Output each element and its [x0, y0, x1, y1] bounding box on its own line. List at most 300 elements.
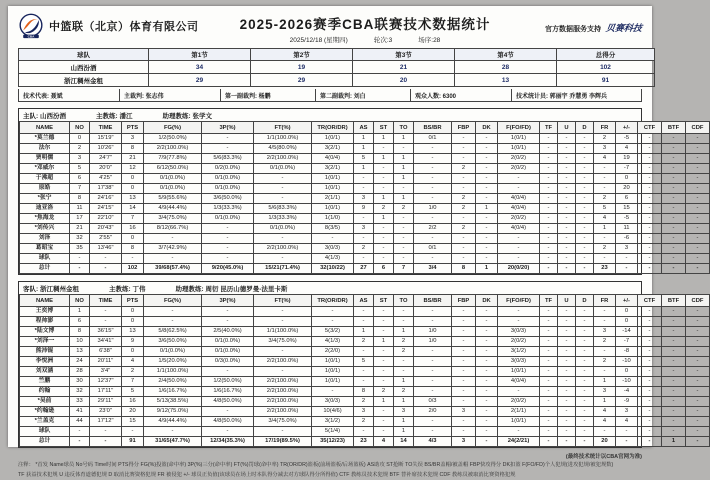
stat-cell: -	[414, 144, 452, 154]
stat-cell: 3/6(50.0%)	[202, 194, 254, 204]
player-row	[20, 144, 710, 154]
player-row	[20, 347, 710, 357]
stat-cell: -	[576, 164, 594, 174]
player-row	[20, 327, 710, 337]
stat-cell: 3/4(75.0%)	[144, 214, 202, 224]
player-name-cell: 约翰	[20, 387, 70, 397]
quarter-score-cell: 28	[455, 61, 557, 74]
stat-cell: 5	[354, 154, 374, 164]
stat-cell: 28	[70, 367, 90, 377]
stat-cell: -	[686, 317, 710, 327]
stat-cell: -	[476, 427, 498, 437]
stat-cell: 2	[594, 337, 616, 347]
home-team-name: 主队: 山西汾酒	[23, 113, 66, 120]
player-row	[20, 174, 710, 184]
stat-cell: 33	[70, 397, 90, 407]
stat-cell: -	[686, 244, 710, 254]
stat-cell: 11	[616, 224, 638, 234]
stat-cell: -	[354, 307, 374, 317]
quarter-score-cell: 19	[251, 61, 353, 74]
stat-cell: 4	[616, 417, 638, 427]
stat-column-header: CTF	[638, 122, 662, 134]
stat-cell: -	[662, 397, 686, 407]
stat-cell: -	[638, 357, 662, 367]
stat-cell: 1/1(100.0%)	[144, 367, 202, 377]
stat-cell: 5/8(62.5%)	[144, 327, 202, 337]
player-row	[20, 214, 710, 224]
stat-cell: 1(0/1)	[498, 144, 540, 154]
stat-cell: -	[638, 194, 662, 204]
stat-cell: -	[498, 254, 540, 264]
stat-cell: 2	[354, 337, 374, 347]
stat-cell: -	[576, 347, 594, 357]
stat-column-header: BS/BR	[414, 122, 452, 134]
stat-cell: 14	[122, 204, 144, 214]
away-team-block	[18, 281, 704, 448]
stat-cell: -	[540, 437, 558, 447]
sheet-header	[18, 13, 642, 44]
stat-cell: -	[498, 387, 540, 397]
stat-cell: 1/5(20.0%)	[144, 357, 202, 367]
player-row	[20, 407, 710, 417]
stat-cell: 3/4(75.0%)	[254, 337, 312, 347]
stat-cell: -	[394, 254, 414, 264]
stat-cell: -	[414, 347, 452, 357]
stat-cell: 3/4	[414, 264, 452, 274]
stat-cell: -	[576, 307, 594, 317]
quarter-column-header: 球队	[19, 49, 149, 61]
quarter-score-cell: 29	[149, 74, 251, 87]
sheet-title: 2025-2026赛季CBA联赛技术数据统计	[239, 17, 491, 32]
stat-cell: 5/13(38.5%)	[144, 397, 202, 407]
stat-cell: -10	[616, 377, 638, 387]
stat-cell: -	[662, 264, 686, 274]
stat-cell: -	[476, 377, 498, 387]
stat-column-header: FBP	[452, 295, 476, 307]
stat-column-header: NO	[70, 122, 90, 134]
stat-cell: 2/2(100.0%)	[254, 407, 312, 417]
stat-cell: 8	[452, 264, 476, 274]
game-info-line	[238, 35, 492, 44]
stat-cell: -	[354, 174, 374, 184]
player-name-cell: 于沸超	[20, 174, 70, 184]
stat-cell: 16	[122, 397, 144, 407]
stat-column-header: CTF	[638, 295, 662, 307]
stat-cell: -	[374, 377, 394, 387]
stat-cell: -	[374, 224, 394, 234]
stat-cell: 1/2(50.0%)	[202, 377, 254, 387]
stat-cell: -	[254, 347, 312, 357]
stat-cell: 17'11"	[90, 387, 122, 397]
stat-column-header: FR	[594, 295, 616, 307]
official-cell: 第二副裁判: 刘白	[316, 89, 411, 101]
stat-cell: 1(1/0)	[312, 214, 354, 224]
stat-cell: -	[374, 317, 394, 327]
stat-cell: -	[374, 347, 394, 357]
stat-cell: 2	[122, 367, 144, 377]
stat-cell: -	[576, 194, 594, 204]
stat-cell: 4/5(80.0%)	[254, 144, 312, 154]
stat-cell: 0/1(0.0%)	[254, 164, 312, 174]
stat-cell: 2	[452, 194, 476, 204]
stat-cell: 2/2(100.0%)	[254, 397, 312, 407]
stat-cell: -	[662, 164, 686, 174]
stat-cell: -8	[616, 347, 638, 357]
stat-cell: 20'11"	[90, 357, 122, 367]
stat-cell: 2/2(100.0%)	[144, 144, 202, 154]
stat-cell: 1/3(33.3%)	[254, 214, 312, 224]
stat-cell: -	[594, 427, 616, 437]
stat-cell: 2/5(40.0%)	[202, 327, 254, 337]
stat-cell: -	[374, 184, 394, 194]
stat-cell: -	[594, 234, 616, 244]
stat-cell: 1(0/1)	[498, 417, 540, 427]
stat-cell: -	[638, 134, 662, 144]
stat-cell: -	[638, 407, 662, 417]
stat-cell: -	[254, 367, 312, 377]
stat-cell: -	[638, 417, 662, 427]
stat-cell: 0/1(0.0%)	[144, 184, 202, 194]
stat-cell: 0	[122, 184, 144, 194]
stat-cell: 2/2(100.0%)	[254, 244, 312, 254]
stat-cell: -	[540, 264, 558, 274]
stat-cell: -	[558, 307, 576, 317]
stat-cell: -6	[616, 234, 638, 244]
stat-cell: -	[540, 367, 558, 377]
stat-cell: 5/9(55.6%)	[144, 194, 202, 204]
stat-cell: 4/9(44.4%)	[144, 417, 202, 427]
stat-cell: -	[394, 357, 414, 367]
stat-cell: 1/6(16.7%)	[202, 387, 254, 397]
player-name-cell: *陆文博	[20, 327, 70, 337]
stat-column-header: TO	[394, 295, 414, 307]
stat-cell: -	[374, 407, 394, 417]
stat-cell: -	[476, 254, 498, 264]
stat-cell: -	[558, 184, 576, 194]
stat-cell: 30	[70, 377, 90, 387]
stat-cell: 1/0	[414, 327, 452, 337]
stat-cell: -	[476, 194, 498, 204]
stat-column-header: +/-	[616, 295, 638, 307]
stat-cell: 20	[122, 407, 144, 417]
stat-cell: -	[662, 327, 686, 337]
stat-cell: -	[476, 244, 498, 254]
stat-cell: -	[374, 234, 394, 244]
stat-cell: -	[202, 317, 254, 327]
stat-cell: -	[576, 204, 594, 214]
stat-cell: -	[558, 244, 576, 254]
stat-cell: 3(0/3)	[312, 244, 354, 254]
stat-cell: -	[254, 194, 312, 204]
stat-cell: -	[662, 174, 686, 184]
stat-cell: -	[686, 254, 710, 264]
player-row	[20, 224, 710, 234]
official-cell: 主裁判: 张志伟	[120, 89, 221, 101]
stat-cell: 4	[594, 417, 616, 427]
stat-cell: -	[558, 397, 576, 407]
stat-cell: 2	[394, 337, 414, 347]
stat-cell: 1	[354, 144, 374, 154]
stat-cell: 3	[354, 407, 374, 417]
quarter-column-header: 第1节	[149, 49, 251, 61]
stat-cell: -	[414, 367, 452, 377]
totals-row	[20, 264, 710, 274]
stat-column-header: NAME	[20, 295, 70, 307]
stat-cell: -	[540, 337, 558, 347]
stat-cell: 1	[594, 377, 616, 387]
stat-cell: -	[202, 307, 254, 317]
stat-cell: 2	[374, 387, 394, 397]
player-row	[20, 184, 710, 194]
stat-cell: -	[686, 204, 710, 214]
stat-cell: -	[498, 307, 540, 317]
stat-cell: -	[576, 214, 594, 224]
stat-cell: -	[414, 427, 452, 437]
stat-cell: -	[686, 377, 710, 387]
stat-cell: -	[414, 357, 452, 367]
stat-cell: -	[686, 164, 710, 174]
stat-cell: 0/1	[414, 244, 452, 254]
stat-cell: 24	[70, 357, 90, 367]
stat-cell: -	[594, 174, 616, 184]
stat-cell: 4(0/4)	[498, 204, 540, 214]
player-row	[20, 154, 710, 164]
stat-cell: -	[312, 387, 354, 397]
stat-cell: -	[638, 244, 662, 254]
stat-cell: -	[202, 407, 254, 417]
stat-cell: -	[202, 254, 254, 264]
stat-cell: 6/12(50.0%)	[144, 164, 202, 174]
player-name-cell: *焦海龙	[20, 214, 70, 224]
stat-cell: 1	[354, 134, 374, 144]
stat-cell: 1	[354, 327, 374, 337]
stat-column-header: +/-	[616, 122, 638, 134]
stat-cell: -	[374, 427, 394, 437]
stat-cell: 0/3(0.0%)	[202, 357, 254, 367]
stat-cell: -	[452, 154, 476, 164]
stat-cell: 15	[616, 204, 638, 214]
stat-cell: 1/2(50.0%)	[144, 134, 202, 144]
stat-column-header: FT(%)	[254, 122, 312, 134]
stat-cell: -	[498, 244, 540, 254]
stat-cell: 15'19"	[90, 134, 122, 144]
stat-cell: 1/0	[414, 204, 452, 214]
stat-cell: -	[662, 184, 686, 194]
stat-cell: -	[476, 184, 498, 194]
stat-column-header: DK	[476, 295, 498, 307]
player-name-cell: *兰盖克	[20, 417, 70, 427]
stat-cell: -	[594, 254, 616, 264]
stat-cell: -10	[616, 357, 638, 367]
stat-column-header: AS	[354, 295, 374, 307]
player-name-cell: 迪亚洛	[20, 204, 70, 214]
stat-cell: 2	[452, 164, 476, 174]
player-row	[20, 377, 710, 387]
stat-column-header: AS	[354, 122, 374, 134]
quarter-score-cell: 34	[149, 61, 251, 74]
stat-cell: -	[476, 134, 498, 144]
stat-cell: -	[686, 194, 710, 204]
stat-column-header: 3P(%)	[202, 122, 254, 134]
stat-cell: 1	[394, 377, 414, 387]
stat-cell: 19	[616, 154, 638, 164]
stat-cell: -	[452, 144, 476, 154]
stat-cell: 1/6(16.7%)	[144, 387, 202, 397]
stat-cell: -	[686, 264, 710, 274]
stat-cell: -	[70, 437, 90, 447]
stat-cell: 0/1(0.0%)	[202, 184, 254, 194]
stat-cell: 4(0/4)	[498, 224, 540, 234]
quarter-score-row	[19, 61, 655, 74]
stat-cell: 4'25"	[90, 174, 122, 184]
stat-cell: -	[476, 174, 498, 184]
player-name-cell: 贾明儒	[20, 154, 70, 164]
stat-cell: -	[394, 224, 414, 234]
away-team-stats-table	[19, 294, 710, 447]
stat-cell: -	[576, 317, 594, 327]
stat-cell: 20'0"	[90, 164, 122, 174]
stat-cell: -	[594, 317, 616, 327]
stat-cell: 6'38"	[90, 347, 122, 357]
stat-cell: 1	[374, 337, 394, 347]
stat-cell: -	[414, 154, 452, 164]
stat-cell: -5	[616, 214, 638, 224]
stat-cell: 35	[70, 244, 90, 254]
stat-cell: -	[686, 174, 710, 184]
stat-cell: 8	[122, 244, 144, 254]
stat-cell: -	[540, 224, 558, 234]
stat-cell: 1	[394, 327, 414, 337]
stat-cell: -	[540, 194, 558, 204]
stat-cell: 41	[70, 407, 90, 417]
stat-cell: -	[540, 427, 558, 437]
player-name-cell: 刘泽	[20, 234, 70, 244]
stat-cell: 5(3/2)	[312, 327, 354, 337]
stat-cell: 0/1(0.0%)	[254, 224, 312, 234]
game-number: 场序:28	[418, 37, 441, 44]
stat-cell: -	[312, 317, 354, 327]
stat-cell: -	[476, 397, 498, 407]
stat-cell: 2/0	[414, 407, 452, 417]
stat-cell: -	[414, 254, 452, 264]
stat-cell: -	[638, 367, 662, 377]
stat-cell: 1	[374, 134, 394, 144]
stat-cell: -	[638, 437, 662, 447]
stat-column-header: U	[558, 295, 576, 307]
stat-cell: -	[686, 347, 710, 357]
team-row	[20, 254, 710, 264]
stat-cell: 1	[476, 204, 498, 214]
legend-note-2: TF 获益技术犯规 U 违反体育道德犯规 D 取消比赛资格犯规 FR 被侵犯 +/- 球员正负值(该球员在场上时本队得分减去对方球队得分所得值) CTF 教练员技术犯规 BTF 替补席技术犯规 CDF 教练员被取消比赛资格犯规	[18, 471, 516, 478]
stat-cell: 2	[594, 194, 616, 204]
stat-cell: -	[254, 427, 312, 437]
team-name-cell: 浙江稠州金租	[19, 74, 149, 87]
quarter-score-cell: 20	[353, 74, 455, 87]
stat-cell: -	[540, 184, 558, 194]
stat-cell: 2	[354, 417, 374, 427]
stat-cell: -	[354, 254, 374, 264]
header-left	[18, 13, 238, 39]
stat-cell: -	[662, 234, 686, 244]
stat-cell: -	[394, 234, 414, 244]
stat-cell: 32	[70, 234, 90, 244]
stat-cell: -	[144, 254, 202, 264]
player-name-cell: 李悦洲	[20, 357, 70, 367]
stat-cell: -	[394, 317, 414, 327]
stat-cell: -	[662, 337, 686, 347]
stat-cell: 4	[594, 214, 616, 224]
stat-cell: -	[638, 174, 662, 184]
game-round: 轮次:3	[373, 37, 393, 44]
stat-cell: -	[122, 427, 144, 437]
stat-cell: 8	[70, 194, 90, 204]
away-team-name: 客队: 浙江稠州金租	[23, 286, 79, 293]
stat-cell: 4	[374, 437, 394, 447]
stat-cell: 3	[452, 437, 476, 447]
stat-cell: 27	[354, 264, 374, 274]
stat-cell: -	[558, 417, 576, 427]
stat-cell: 5	[122, 387, 144, 397]
stat-cell: 0	[122, 347, 144, 357]
player-name-cell: 刘双涵	[20, 367, 70, 377]
stat-cell: -	[576, 254, 594, 264]
stat-cell: -	[638, 377, 662, 387]
stat-cell: 0/1(0.0%)	[144, 347, 202, 357]
stat-cell: -	[576, 387, 594, 397]
stat-cell: -	[540, 164, 558, 174]
stat-cell: -	[476, 417, 498, 427]
stat-cell: -	[558, 377, 576, 387]
stat-cell: -	[374, 327, 394, 337]
stat-cell: -	[594, 367, 616, 377]
stat-cell: 0	[616, 317, 638, 327]
stat-cell: 12/34(35.3%)	[202, 437, 254, 447]
stat-cell: -	[594, 164, 616, 174]
stat-cell: -	[638, 234, 662, 244]
player-row	[20, 357, 710, 367]
stat-cell: -	[452, 387, 476, 397]
stat-cell: -	[452, 397, 476, 407]
stat-cell: 1(0/1)	[312, 184, 354, 194]
home-team-label-row	[19, 109, 641, 121]
stat-cell: 3/7(42.9%)	[144, 244, 202, 254]
stat-cell: -	[452, 317, 476, 327]
player-row	[20, 234, 710, 244]
stat-cell: 3	[70, 154, 90, 164]
stat-cell: -	[414, 377, 452, 387]
stat-cell: 20	[616, 184, 638, 194]
stat-cell: -	[374, 164, 394, 174]
stat-cell: 4	[594, 407, 616, 417]
stat-cell: -	[476, 337, 498, 347]
stat-cell: 1(0/1)	[312, 204, 354, 214]
stat-cell: -	[452, 357, 476, 367]
stat-cell: -	[540, 174, 558, 184]
stat-column-header: TO	[394, 122, 414, 134]
stat-cell: 35(12/23)	[312, 437, 354, 447]
stat-cell: -	[662, 134, 686, 144]
stat-cell: 0/3	[414, 397, 452, 407]
stat-cell: 32(10/22)	[312, 264, 354, 274]
stat-cell: 2/2(100.0%)	[254, 357, 312, 367]
stat-cell: 3	[452, 407, 476, 417]
player-row	[20, 367, 710, 377]
stat-cell: -	[476, 224, 498, 234]
player-name-cell: 总计	[20, 264, 70, 274]
stat-cell: 20'43"	[90, 224, 122, 234]
quarter-column-header: 第4节	[455, 49, 557, 61]
stat-cell: -	[374, 417, 394, 427]
